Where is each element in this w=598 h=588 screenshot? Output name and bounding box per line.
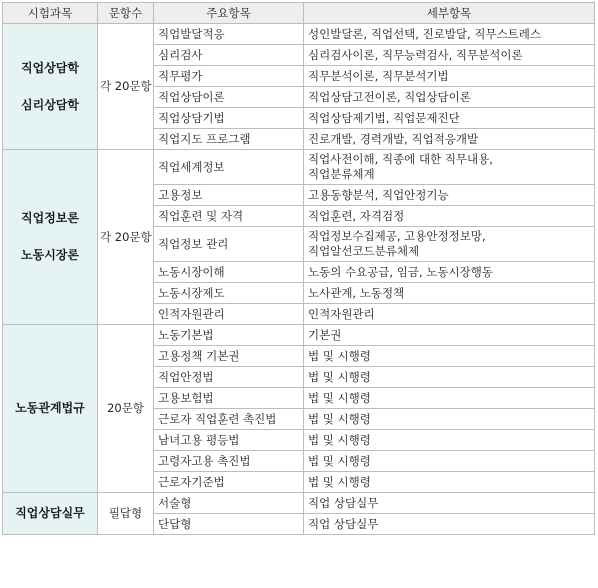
subject-name: 노동시장론	[21, 248, 79, 262]
detail-item-cell: 법 및 시행령	[304, 388, 595, 409]
main-item-cell: 직업훈련 및 자격	[154, 206, 304, 227]
main-item-cell: 고용정책 기본권	[154, 346, 304, 367]
main-item-cell: 인적자원관리	[154, 304, 304, 325]
detail-item-cell: 법 및 시행령	[304, 472, 595, 493]
main-item-cell: 직업세계정보	[154, 150, 304, 185]
subject-name: 직업정보론	[21, 211, 79, 225]
detail-item-cell: 직업정보수집제공, 고용안정정보망, 직업알선코드분류체제	[304, 227, 595, 262]
subject-name: 직업상담학	[21, 60, 79, 75]
detail-item-cell: 직업상담제기법, 직업문제진단	[304, 108, 595, 129]
subject-cell	[3, 493, 98, 535]
detail-item-cell: 고용동향분석, 직업안정기능	[304, 185, 595, 206]
main-item-cell: 노동시장제도	[154, 283, 304, 304]
main-item-cell: 직업정보 관리	[154, 227, 304, 262]
main-item-cell: 심리검사	[154, 45, 304, 66]
exam-subject-table	[2, 2, 595, 535]
table-body	[3, 24, 595, 535]
main-item-cell: 직업지도 프로그램	[154, 129, 304, 150]
main-item-cell: 직무평가	[154, 66, 304, 87]
table-row	[3, 24, 595, 45]
subject-cell	[3, 150, 98, 325]
detail-item-cell: 직업 상담실무	[304, 514, 595, 535]
main-item-cell: 노동기본법	[154, 325, 304, 346]
main-item-cell: 단답형	[154, 514, 304, 535]
detail-item-cell: 법 및 시행령	[304, 409, 595, 430]
subject-cell	[3, 325, 98, 493]
main-item-cell: 직업발달적응	[154, 24, 304, 45]
main-item-cell: 직업안정법	[154, 367, 304, 388]
detail-item-cell: 노사관계, 노동정책	[304, 283, 595, 304]
main-item-cell: 노동시장이해	[154, 262, 304, 283]
main-item-cell: 남녀고용 평등법	[154, 430, 304, 451]
subject-name: 노동관계법규	[15, 401, 85, 415]
question-count-cell: 20문항	[98, 325, 154, 493]
table-header-row	[3, 3, 595, 24]
detail-item-cell: 법 및 시행령	[304, 451, 595, 472]
detail-item-cell: 직업 상담실무	[304, 493, 595, 514]
main-item-cell: 직업상담기법	[154, 108, 304, 129]
detail-item-cell: 기본권	[304, 325, 595, 346]
question-count-cell: 각 20문항	[98, 150, 154, 325]
detail-item-cell: 성인발달론, 직업선택, 진로발달, 직무스트레스	[304, 24, 595, 45]
detail-item-cell: 심리검사이론, 직무능력검사, 직무분석이론	[304, 45, 595, 66]
main-item-cell: 고용정보	[154, 185, 304, 206]
main-item-cell: 직업상담이론	[154, 87, 304, 108]
question-count-cell: 각 20문항	[98, 24, 154, 150]
table-row	[3, 150, 595, 185]
detail-item-cell: 직업사전이해, 직종에 대한 직무내용, 직업분류체계	[304, 150, 595, 185]
table-row	[3, 325, 595, 346]
subject-name: 직업상담실무	[15, 506, 85, 520]
main-item-cell: 고령자고용 촉진법	[154, 451, 304, 472]
detail-item-cell: 직무분석이론, 직무분석기법	[304, 66, 595, 87]
header-main-item: 주요항목	[154, 3, 304, 24]
detail-item-cell: 법 및 시행령	[304, 430, 595, 451]
detail-item-cell: 인적자원관리	[304, 304, 595, 325]
subject-name: 심리상담학	[21, 97, 79, 112]
main-item-cell: 근로자기준법	[154, 472, 304, 493]
detail-item-cell: 법 및 시행령	[304, 367, 595, 388]
header-count: 문항수	[98, 3, 154, 24]
main-item-cell: 근로자 직업훈련 촉진법	[154, 409, 304, 430]
question-count-cell: 필답형	[98, 493, 154, 535]
detail-item-cell: 법 및 시행령	[304, 346, 595, 367]
main-item-cell: 서술형	[154, 493, 304, 514]
header-detail-item: 세부항목	[304, 3, 595, 24]
detail-item-cell: 노동의 수요공급, 임금, 노동시장행동	[304, 262, 595, 283]
header-subject: 시험과목	[3, 3, 98, 24]
subject-cell	[3, 24, 98, 150]
detail-item-cell: 직업훈련, 자격검정	[304, 206, 595, 227]
main-item-cell: 고용보험법	[154, 388, 304, 409]
detail-item-cell: 직업상담고전이론, 직업상담이론	[304, 87, 595, 108]
table-row	[3, 493, 595, 514]
detail-item-cell: 진로개발, 경력개발, 직업적응개발	[304, 129, 595, 150]
